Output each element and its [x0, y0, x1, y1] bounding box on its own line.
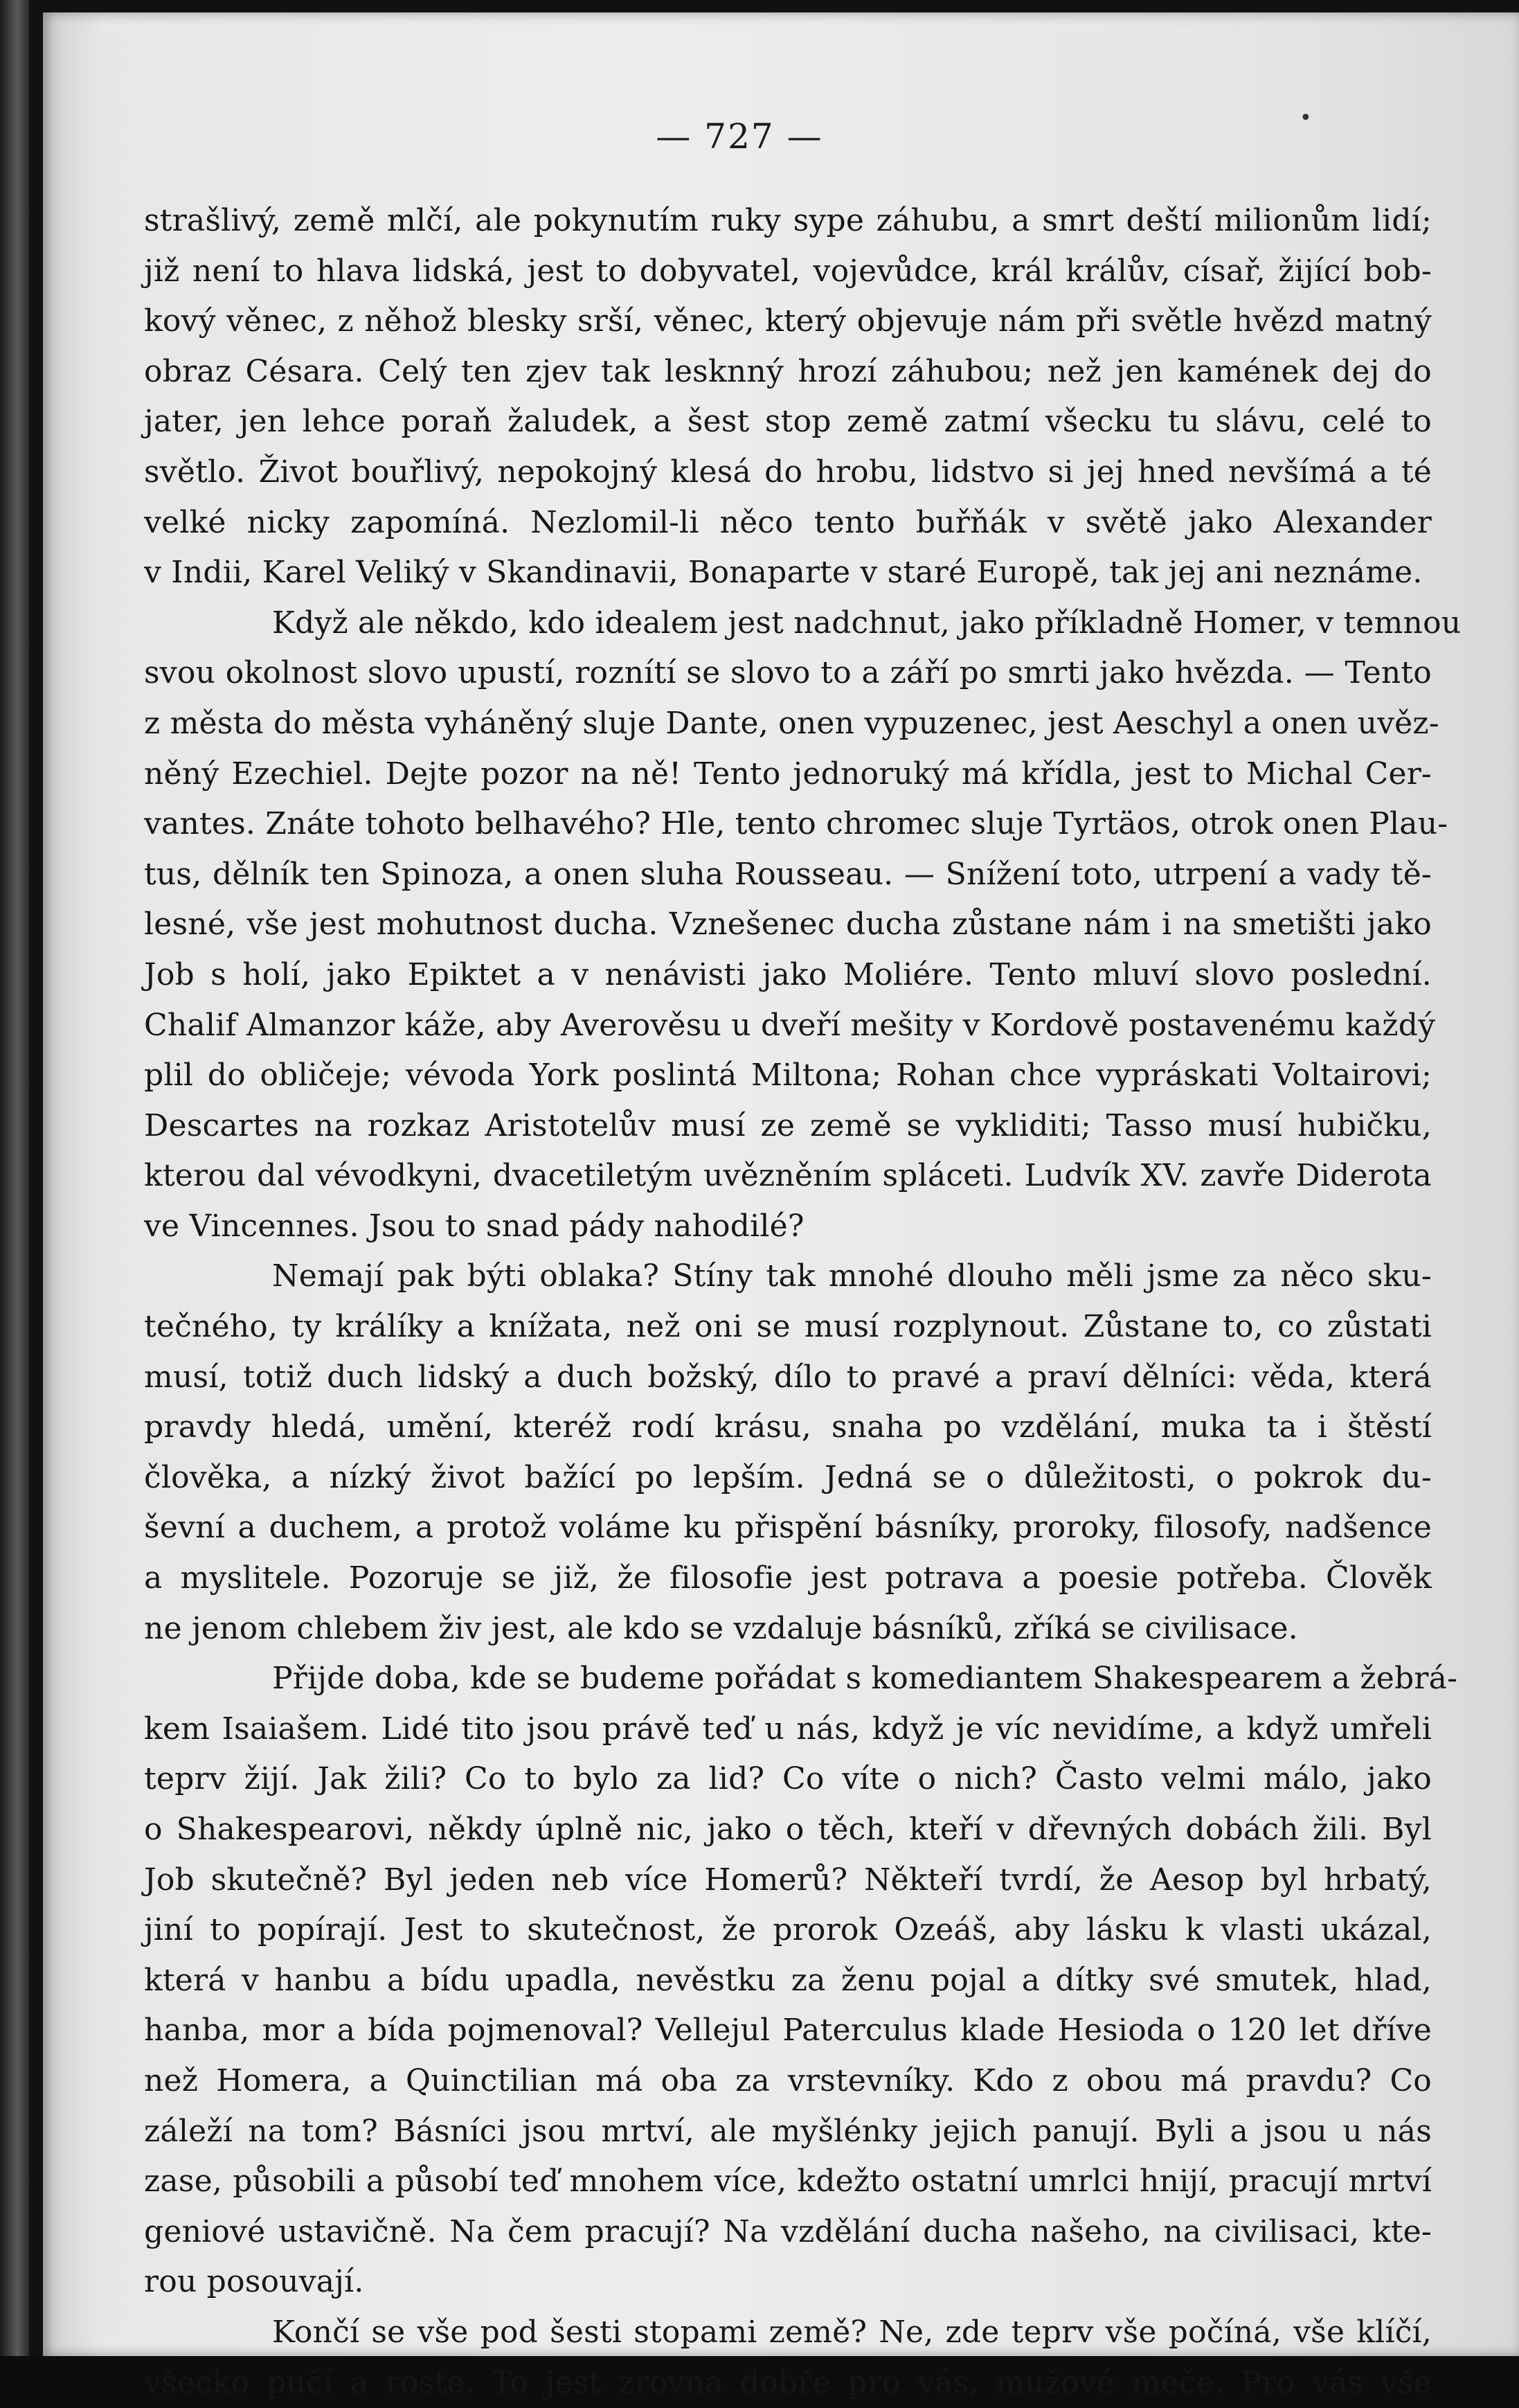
text-line: velké nicky zapomíná. Nezlomil-li něco tento buřňák v světě jako Alexander	[144, 504, 1432, 540]
text-line: již není to hlava lidská, jest to dobyvatel, vojevůdce, král králův, císař, žijící bob-	[144, 253, 1432, 289]
text-line: svou okolnost slovo upustí, roznítí se slovo to a září po smrti jako hvězda. — Tento	[144, 655, 1432, 691]
page-number: — 727 —	[656, 116, 823, 157]
text-line: něný Ezechiel. Dejte pozor na ně! Tento jednoruký má křídla, jest to Michal Cer-	[144, 756, 1432, 792]
text-line: jiní to popírají. Jest to skutečnost, že prorok Ozeáš, aby lásku k vlasti ukázal,	[144, 1912, 1432, 1948]
text-line: Přijde doba, kde se budeme pořádat s komediantem Shakespearem a žebrá-	[272, 1661, 1458, 1697]
text-line: Nemají pak býti oblaka? Stíny tak mnohé dlouho měli jsme za něco sku-	[272, 1258, 1432, 1294]
text-line: lesné, vše jest mohutnost ducha. Vznešenec ducha zůstane nám i na smetišti jako	[144, 907, 1432, 943]
text-line: všecko pučí a roste. To jest zrovna dobře pro vás, mužové meče. Pro vás vše	[144, 2364, 1432, 2400]
text-line: musí, totiž duch lidský a duch božský, dílo to pravé a praví dělníci: věda, která	[144, 1359, 1432, 1395]
text-line: tečného, ty králíky a knížata, než oni se musí rozplynout. Zůstane to, co zůstati	[144, 1309, 1432, 1345]
text-line: zase, působili a působí teď mnohem více, kdežto ostatní umrlci hnijí, pracují mrtví	[144, 2164, 1432, 2200]
text-line: v Indii, Karel Veliký v Skandinavii, Bonaparte v staré Europě, tak jej ani neznáme.	[144, 555, 1423, 591]
text-line: Job skutečně? Byl jeden neb více Homerů? Někteří tvrdí, že Aesop byl hrbatý,	[144, 1862, 1432, 1898]
text-line: rou posouvají.	[144, 2264, 364, 2300]
text-line: záleží na tom? Básníci jsou mrtví, ale myšlénky jejich panují. Byli a jsou u nás	[144, 2113, 1432, 2149]
text-line: Končí se vše pod šesti stopami země? Ne, zde teprv vše počíná, vše klíčí,	[272, 2314, 1432, 2350]
text-line: Když ale někdo, kdo idealem jest nadchnut, jako příkladně Homer, v temnou	[272, 605, 1462, 641]
text-line: ve Vincennes. Jsou to snad pády nahodilé?	[144, 1208, 805, 1244]
text-line: Descartes na rozkaz Aristotelův musí ze země se vykliditi; Tasso musí hubičku,	[144, 1107, 1432, 1143]
text-line: Job s holí, jako Epiktet a v nenávisti jako Moliére. Tento mluví slovo poslední.	[144, 956, 1432, 992]
text-line: tus, dělník ten Spinoza, a onen sluha Rousseau. — Snížení toto, utrpení a vady tě-	[144, 856, 1432, 892]
text-line: jater, jen lehce poraň žaludek, a šest stop země zatmí všecku tu slávu, celé to	[144, 404, 1432, 440]
text-line: než Homera, a Quinctilian má oba za vrstevníky. Kdo z obou má pravdu? Co	[144, 2062, 1432, 2098]
text-line: kterou dal vévodkyni, dvacetiletým uvězněním spláceti. Ludvík XV. zavře Diderota	[144, 1158, 1432, 1194]
body-text	[144, 196, 1462, 2408]
text-line: plil do obličeje; vévoda York poslintá Miltona; Rohan chce vypráskati Voltairovi;	[144, 1058, 1432, 1094]
text-line: která v hanbu a bídu upadla, nevěstku za ženu pojal a dítky své smutek, hlad,	[144, 1962, 1432, 1998]
text-line: strašlivý, země mlčí, ale pokynutím ruky sype záhubu, a smrt deští milionům lidí;	[144, 203, 1432, 238]
text-line: pravdy hledá, umění, kteréž rodí krásu, snaha po vzdělání, muka ta i štěstí	[144, 1409, 1432, 1445]
text-line: Chalif Almanzor káže, aby Averověsu u dveří mešity v Kordově postavenému každý	[144, 1007, 1436, 1043]
text-line: a myslitele. Pozoruje se již, že filosofie jest potrava a poesie potřeba. Člověk	[144, 1560, 1432, 1596]
text-line: o Shakespearovi, někdy úplně nic, jako o těch, kteří v dřevných dobách žili. Byl	[144, 1812, 1432, 1847]
ink-speck: •	[1300, 106, 1312, 130]
text-line: vantes. Znáte tohoto belhavého? Hle, tento chromec sluje Tyrtäos, otrok onen Plau-	[144, 806, 1448, 842]
text-line: světlo. Život bouřlivý, nepokojný klesá do hrobu, lidstvo si jej hned nevšímá a té	[144, 454, 1432, 490]
text-line: hanba, mor a bída pojmenoval? Vellejul Paterculus klade Hesioda o 120 let dříve	[144, 2013, 1432, 2049]
text-line: geniové ustavičně. Na čem pracují? Na vzdělání ducha našeho, na civilisaci, kte-	[144, 2213, 1432, 2249]
text-line: obraz Césara. Celý ten zjev tak lesknný hrozí záhubou; než jen kamének dej do	[144, 353, 1432, 389]
text-line: ševní a duchem, a protož voláme ku přispění básníky, proroky, filosofy, nadšence	[144, 1510, 1432, 1546]
text-line: kový věnec, z něhož blesky srší, věnec, který objevuje nám při světle hvězd matný	[144, 303, 1432, 339]
text-line: teprv žijí. Jak žili? Co to bylo za lid? Co víte o nich? Často velmi málo, jako	[144, 1761, 1432, 1797]
text-line: člověka, a nízký život bažící po lepším. Jedná se o důležitosti, o pokrok du-	[144, 1459, 1432, 1495]
book-binding-edge	[0, 0, 29, 2356]
text-line: z města do města vyháněný sluje Dante, onen vypuzenec, jest Aeschyl a onen uvěz-	[144, 705, 1439, 741]
text-line: ne jenom chlebem živ jest, ale kdo se vzdaluje básníků, zříká se civilisace.	[144, 1610, 1298, 1646]
book-page	[43, 12, 1519, 2400]
text-line: kem Isaiašem. Lidé tito jsou právě teď u nás, když je víc nevidíme, a když umřeli	[144, 1711, 1432, 1747]
